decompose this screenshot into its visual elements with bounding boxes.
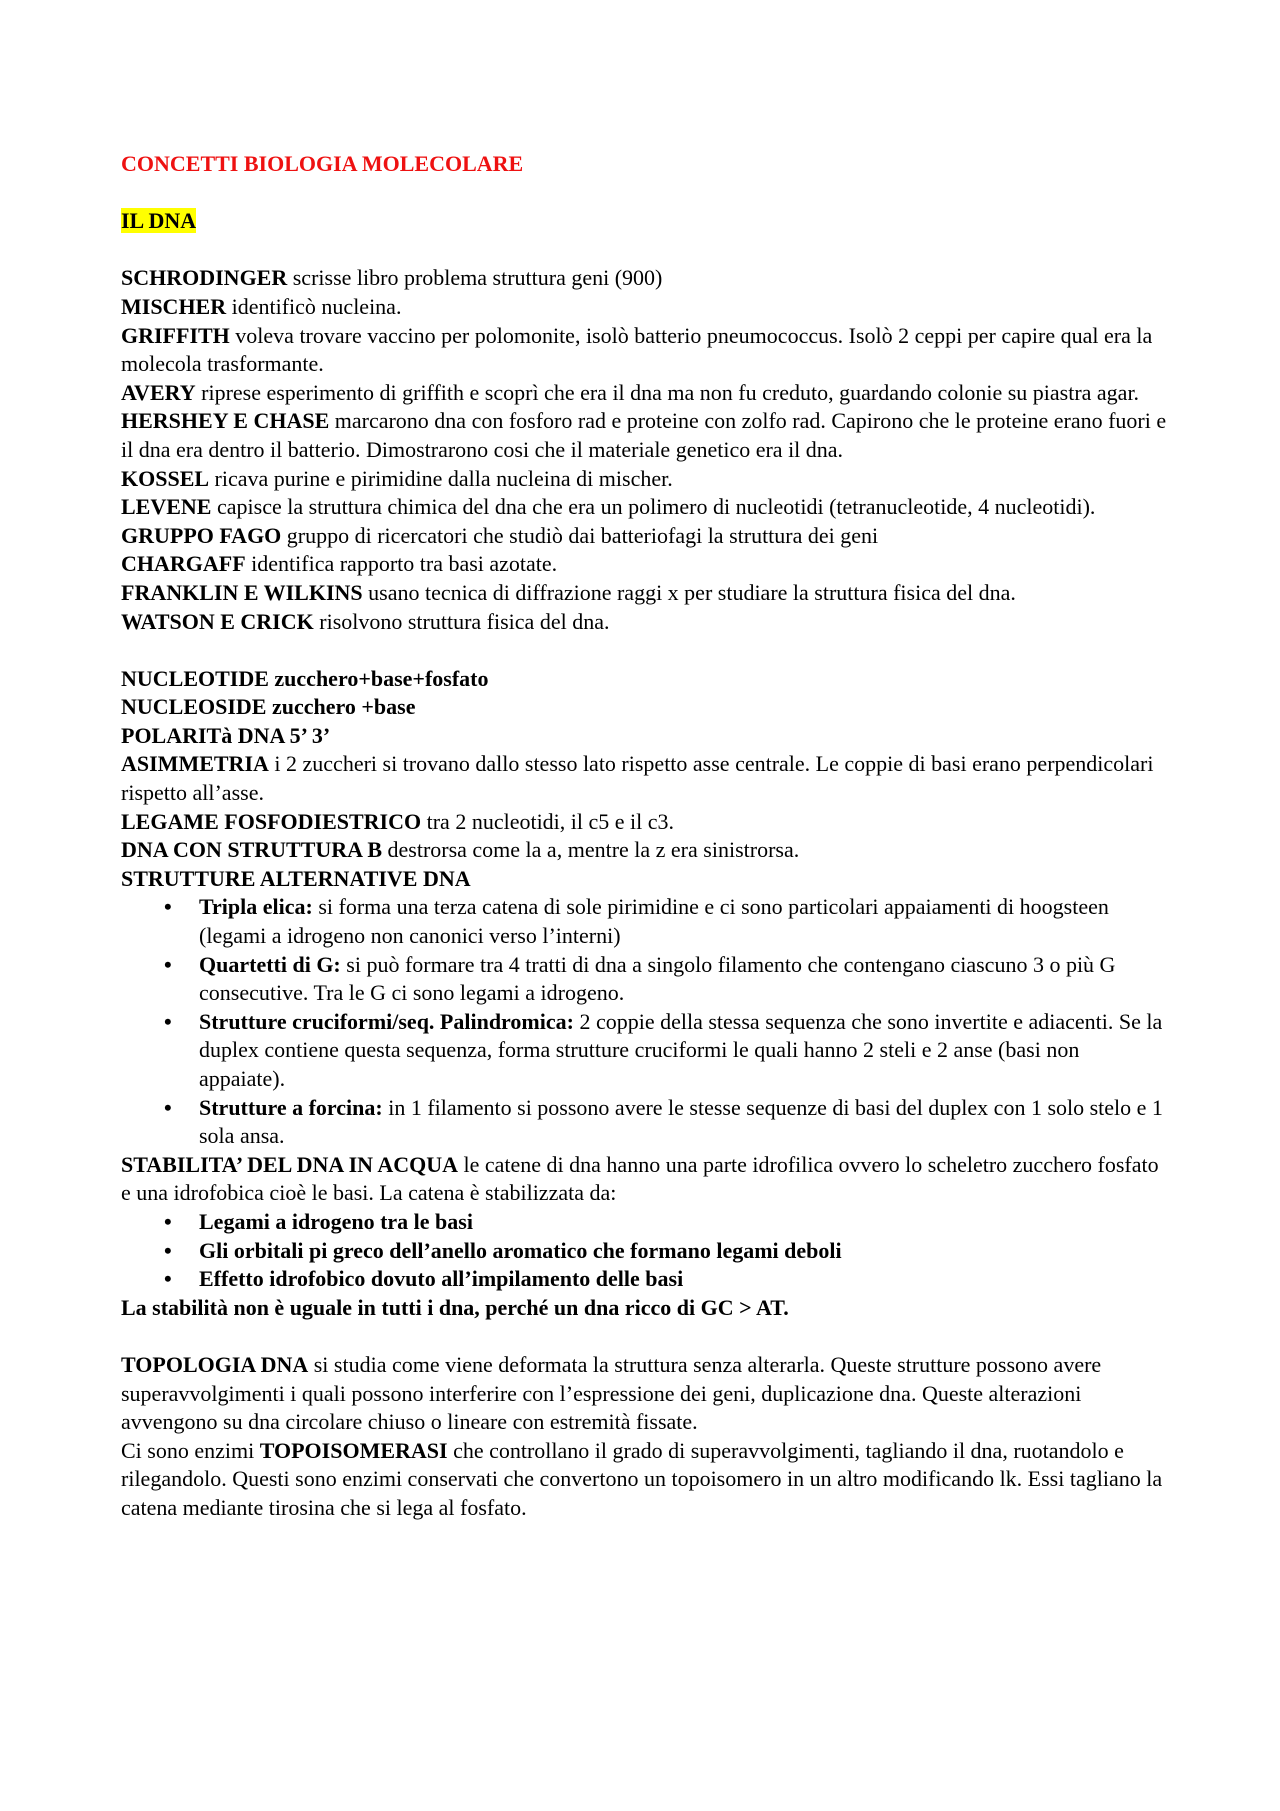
spacer: [121, 636, 1170, 665]
list-item-text: Gli orbitali pi greco dell’anello aromatico che formano legami deboli: [199, 1237, 842, 1263]
alternatives-heading-text: STRUTTURE ALTERNATIVE DNA: [121, 865, 471, 891]
scientist-name: CHARGAFF: [121, 551, 246, 577]
list-item-term: Strutture a forcina:: [199, 1094, 383, 1120]
b-form-term: DNA CON STRUTTURA B: [121, 837, 382, 863]
list-item-term: Strutture cruciformi/seq. Palindromica:: [199, 1008, 574, 1034]
alternatives-list: [121, 893, 1170, 1150]
history-entry: [121, 407, 1170, 464]
section-heading-dna: [121, 207, 1170, 236]
history-entry: [121, 550, 1170, 579]
scientist-name: SCHRODINGER: [121, 265, 288, 291]
asymmetry-definition: [121, 750, 1170, 807]
stability-text: le catene di dna hanno una parte idrofilica ovvero lo scheletro zucchero fosfato e una idrofobica cioè le basi. La catena è stabilizzata da:: [121, 1151, 1159, 1206]
list-item: [199, 951, 1170, 1008]
list-item: [199, 1265, 1170, 1294]
stability-conclusion-text: La stabilità non è uguale in tutti i dna, perché un dna ricco di GC > AT.: [121, 1294, 789, 1320]
stability-paragraph: [121, 1151, 1170, 1208]
history-text: scrisse libro problema struttura geni (900): [287, 265, 663, 291]
alternatives-heading: [121, 865, 1170, 894]
topoisomerase-post: che controllano il grado di superavvolgimenti, tagliando il dna, ruotandolo e rilegandolo. Questi sono enzimi conservati che convertono un topoisomero in un altro modificando lk. Essi tagliano la catena mediante tirosina che si lega al fosfato.: [121, 1437, 1163, 1520]
history-text: risolvono struttura fisica del dna.: [313, 608, 610, 634]
bond-term: LEGAME FOSFODIESTRICO: [121, 808, 422, 834]
nucleoside-definition: [121, 693, 1170, 722]
list-item: [199, 893, 1170, 950]
stability-list: [121, 1208, 1170, 1294]
history-text: gruppo di ricercatori che studiò dai batteriofagi la struttura dei geni: [281, 522, 879, 548]
list-item-text: Effetto idrofobico dovuto all’impilamento delle basi: [199, 1266, 684, 1292]
history-entry: [121, 493, 1170, 522]
list-item-term: Quartetti di G:: [199, 951, 341, 977]
list-item-term: Tripla elica:: [199, 894, 313, 920]
list-item: [199, 1237, 1170, 1266]
history-entry: [121, 465, 1170, 494]
scientist-name: KOSSEL: [121, 465, 210, 491]
history-entry: [121, 608, 1170, 637]
list-item-text: Legami a idrogeno tra le basi: [199, 1208, 473, 1234]
topoisomerase-pre: Ci sono enzimi: [121, 1437, 260, 1463]
nucleotide-term: NUCLEOTIDE zucchero+base+fosfato: [121, 665, 489, 691]
bond-text: tra 2 nucleotidi, il c5 e il c3.: [421, 808, 675, 834]
history-text: riprese esperimento di griffith e scoprì che era il dna ma non fu creduto, guardando colonie su piastra agar.: [195, 379, 1140, 405]
history-text: identifica rapporto tra basi azotate.: [245, 551, 558, 577]
history-text: voleva trovare vaccino per polomonite, isolò batterio pneumococcus. Isolò 2 ceppi per capire qual era la molecola trasformante.: [121, 322, 1153, 377]
history-entry: [121, 522, 1170, 551]
history-entry: [121, 293, 1170, 322]
list-item: [199, 1094, 1170, 1151]
nucleotide-definition: [121, 665, 1170, 694]
scientist-name: GRIFFITH: [121, 322, 230, 348]
nucleoside-term: NUCLEOSIDE zucchero +base: [121, 694, 416, 720]
topology-term: TOPOLOGIA DNA: [121, 1351, 309, 1377]
list-item: [199, 1008, 1170, 1094]
history-text: capisce la struttura chimica del dna che era un polimero di nucleotidi (tetranucleotide, 4 nucleotidi).: [211, 494, 1096, 520]
history-text: marcarono dna con fosforo rad e proteine con zolfo rad. Capirono che le proteine erano fuori e il dna era dentro il batterio. Dimostrarono cosi che il materiale genetico era il dna.: [121, 408, 1167, 462]
topology-paragraph: [121, 1351, 1170, 1437]
asymmetry-text: i 2 zuccheri si trovano dallo stesso lato rispetto asse centrale. Le coppie di basi erano perpendicolari rispetto all’asse.: [121, 751, 1154, 806]
list-item-text: si può formare tra 4 tratti di dna a singolo filamento che contengano ciascuno 3 o più G consecutive. Tra le G ci sono legami a idrogeno.: [199, 951, 1116, 1006]
spacer: [121, 1322, 1170, 1351]
stability-conclusion: [121, 1294, 1170, 1323]
bond-definition: [121, 808, 1170, 837]
scientist-name: GRUPPO FAGO: [121, 522, 282, 548]
polarity-definition: [121, 722, 1170, 751]
structure-section: [121, 665, 1170, 1323]
section-heading-highlight: IL DNA: [121, 208, 197, 234]
topology-section: [121, 1351, 1170, 1523]
scientist-name: HERSHEY E CHASE: [121, 408, 330, 434]
history-list: [121, 264, 1170, 636]
topoisomerase-term: TOPOISOMERASI: [259, 1437, 448, 1463]
history-entry: [121, 264, 1170, 293]
list-item-text: in 1 filamento si possono avere le stesse sequenze di basi del duplex con 1 solo stelo e 1 sola ansa.: [199, 1094, 1163, 1149]
history-text: ricava purine e pirimidine dalla nucleina di mischer.: [209, 465, 673, 491]
history-entry: [121, 322, 1170, 379]
history-text: usano tecnica di diffrazione raggi x per studiare la struttura fisica del dna.: [362, 579, 1016, 605]
spacer: [121, 236, 1170, 265]
history-entry: [121, 379, 1170, 408]
b-form-text: destrorsa come la a, mentre la z era sinistrorsa.: [382, 837, 800, 863]
list-item: [199, 1208, 1170, 1237]
stability-term: STABILITA’ DEL DNA IN ACQUA: [121, 1151, 458, 1177]
polarity-term: POLARITà DNA 5’ 3’: [121, 722, 331, 748]
document-title: CONCETTI BIOLOGIA MOLECOLARE: [121, 151, 524, 176]
list-item-text: si forma una terza catena di sole pirimidine e ci sono particolari appaiamenti di hoogsteen (legami a idrogeno non canonici verso l’interni): [199, 894, 1109, 949]
list-item-text: 2 coppie della stessa sequenza che sono invertite e adiacenti. Se la duplex contiene questa sequenza, forma strutture cruciformi le quali hanno 2 steli e 2 anse (basi non appaiate).: [199, 1008, 1163, 1091]
scientist-name: LEVENE: [121, 494, 212, 520]
scientist-name: WATSON E CRICK: [121, 608, 314, 634]
scientist-name: AVERY: [121, 379, 196, 405]
history-text: identificò nucleina.: [226, 293, 402, 319]
scientist-name: FRANKLIN E WILKINS: [121, 579, 363, 605]
scientist-name: MISCHER: [121, 293, 227, 319]
asymmetry-term: ASIMMETRIA: [121, 751, 269, 777]
b-form-definition: [121, 836, 1170, 865]
history-entry: [121, 579, 1170, 608]
topoisomerase-paragraph: [121, 1437, 1170, 1523]
topology-text: si studia come viene deformata la struttura senza alterarla. Queste strutture possono avere superavvolgimenti i quali possono interferire con l’espressione dei geni, duplicazione dna. Queste alterazioni avvengono su dna circolare chiuso o lineare con estremità fissate.: [121, 1351, 1102, 1435]
